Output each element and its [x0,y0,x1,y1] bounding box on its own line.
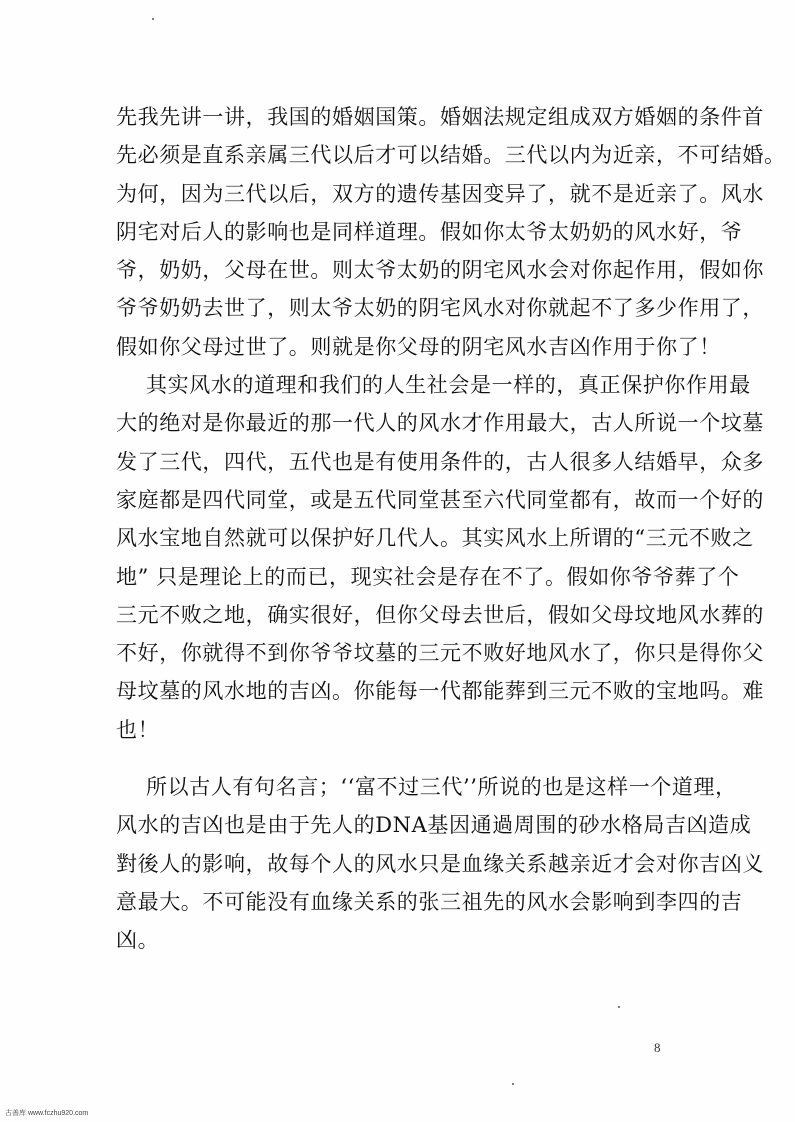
text-line: 阴宅对后人的影响也是同样道理。假如你太爷太奶奶的风水好，爷 [116,219,743,244]
text-line: 爷爷奶奶去世了，则太爷太奶的阴宅风水对你就起不了多少作用了， [116,296,764,321]
text-line: 发了三代，四代，五代也是有使用条件的，古人很多人结婚早，众多 [116,449,764,474]
text-line: 风水的吉凶也是由于先人的DNA基因通過周围的砂水格局吉凶造成 [116,813,752,838]
text-line: 风水宝地自然就可以保护好几代人。其实风水上所谓的“三元不败之 [116,526,754,551]
text-line: 假如你父母过世了。则就是你父母的阴宅风水吉凶作用于你了！ [116,334,721,359]
text-line: 为何，因为三代以后，双方的遗传基因变异了，就不是近亲了。风水 [116,181,764,206]
text-line: 對後人的影响，故每个人的风水只是血缘关系越亲近才会对你吉凶义 [116,851,764,876]
text-line: 爷，奶奶，父母在世。则太爷太奶的阴宅风水会对你起作用，假如你 [116,258,764,283]
text-line: 先必须是直系亲属三代以后才可以结婚。三代以内为近亲，不可结婚。 [116,143,786,168]
paragraph-3 [116,768,764,959]
text-line: 家庭都是四代同堂，或是五代同堂甚至六代同堂都有，故而一个好的 [116,487,764,512]
scan-speck [512,1083,514,1085]
text-line: 母坟墓的风水地的吉凶。你能每一代都能葬到三元不败的宝地吗。难 [116,679,764,704]
footer-watermark: 古善库 www.fczhu920.com [5,1110,89,1117]
text-line: 凶。 [116,928,160,953]
text-line: 所以古人有句名言；‘‘富不过三代’’所说的也是这样一个道理， [146,775,737,800]
text-line: 先我先讲一讲，我国的婚姻国策。婚姻法规定组成双方婚姻的条件首 [116,105,764,129]
text-line: 三元不败之地，确实很好，但你父母去世后，假如父母坟地风水葬的 [116,602,764,627]
page-number: 8 [654,1040,661,1055]
paragraph-1 [116,98,786,366]
text-line: 大的绝对是你最近的那一代人的风水才作用最大，古人所说一个坟墓 [116,411,764,436]
document-body [116,98,786,960]
scan-speck [152,18,154,20]
text-line: 不好，你就得不到你爷爷坟墓的三元不败好地风水了，你只是得你父 [116,641,764,666]
text-line: 也！ [116,717,160,742]
text-line: 地” 只是理论上的而已，现实社会是存在不了。假如你爷爷葬了个 [116,564,740,589]
paragraph-2 [116,366,764,749]
scan-speck [618,1006,620,1008]
text-line: 其实风水的道理和我们的人生社会是一样的，真正保护你作用最 [146,373,751,398]
text-line: 意最大。不可能没有血缘关系的张三祖先的风水会影响到李四的吉 [116,889,743,914]
